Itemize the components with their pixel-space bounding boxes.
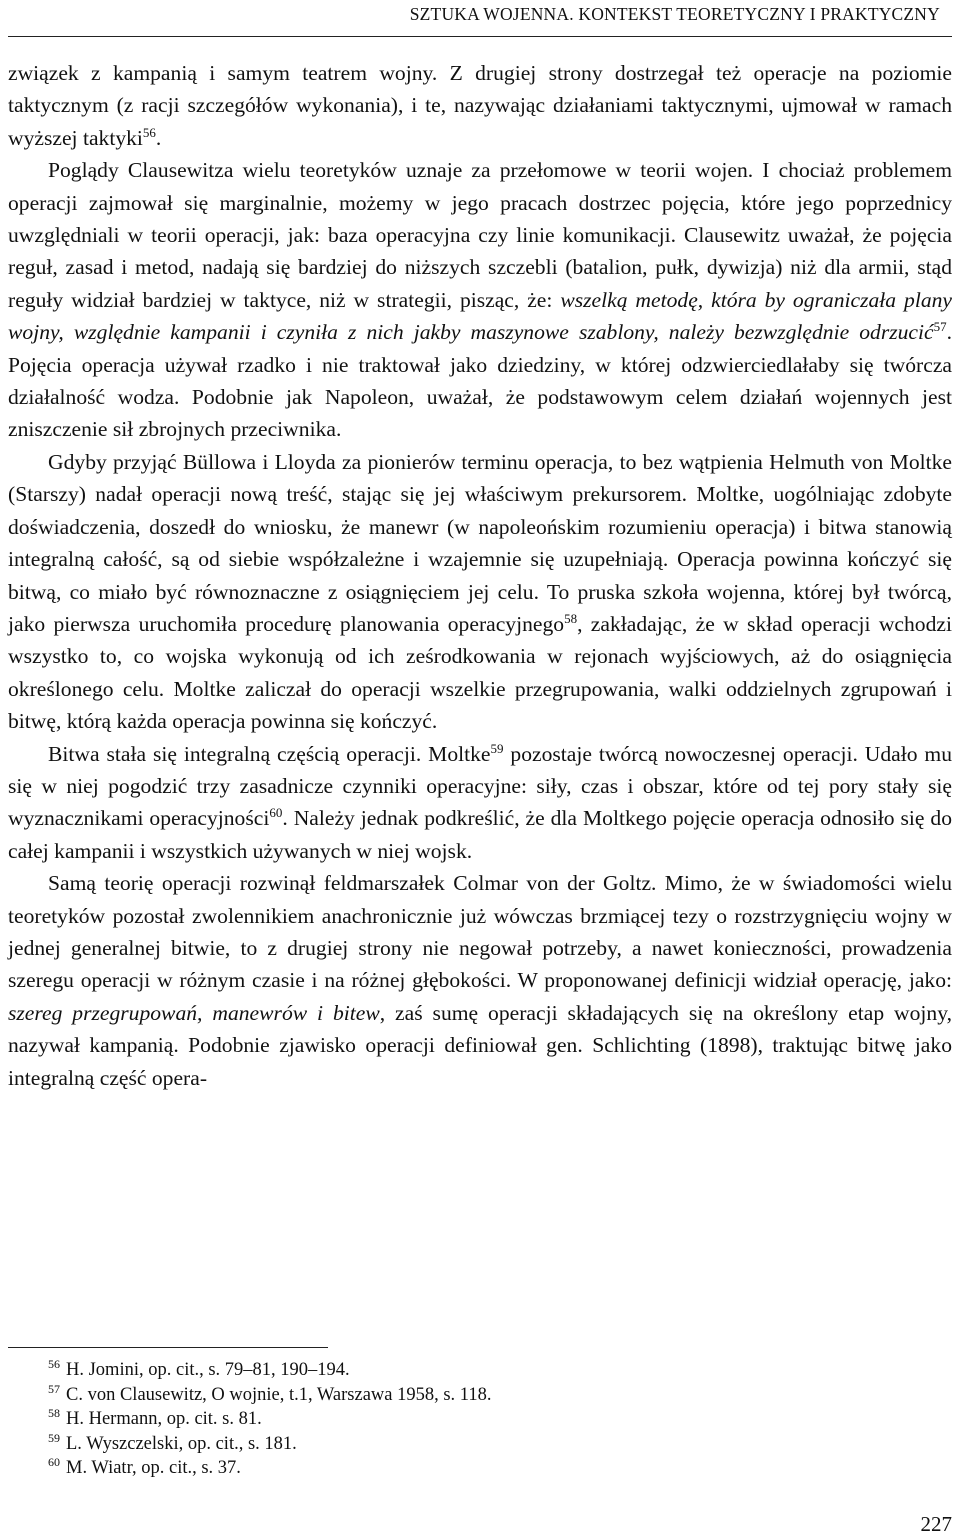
footnote-ref-60[interactable]: 60 <box>269 805 283 821</box>
paragraph-1-end: . <box>155 125 162 150</box>
footnote-ref-56[interactable]: 56 <box>142 124 156 140</box>
footnote-number: 59 <box>48 1430 60 1445</box>
paragraph-2-end: . Pojęcia operacja używał rzadko i nie traktował jako dziedziny, w której odzwierciedlałaby się twórcza działalność wodza. Podobnie jak Napoleon, uważał, że podstawowym celem działań wojennych jest zniszczenie sił zbrojnych przeciwnika. <box>8 320 952 442</box>
paragraph-4-text: Bitwa stała się integralną częścią operacji. Moltke <box>48 741 491 766</box>
footnote-number: 56 <box>48 1357 60 1371</box>
footnote-text: H. Jomini, op. cit., s. 79–81, 190–194. <box>66 1360 350 1380</box>
paragraph-1 <box>8 57 952 154</box>
paragraph-5 <box>8 867 952 1094</box>
footnote-text: L. Wyszczelski, op. cit., s. 181. <box>66 1433 297 1454</box>
paragraph-2-text: Poglądy Clausewitza wielu teoretyków uznaje za przełomowe w teorii wojen. I chociaż problemem operacji zajmował się marginalnie, możemy w jego pracach dostrzec pojęcia, które jego poprzednicy uwzględniali w teorii operacji, jak: baza operacyjna czy linie komunikacji. Clausewitz uważał, że pojęcia reguł, zasad i metod, nadają się bardziej do niższych szczebli (batalion, pułk, dywizja) niż dla armii, stąd reguły widział bardziej w taktyce, niż w strategii, pisząc, że: <box>8 158 952 312</box>
clausewitz-quote: wszelką metodę, która by ograniczała plany wojny, względnie kampanii i czyniła z nich jakby maszynowe szablony, należy bezwzględnie odrzucić <box>8 287 952 345</box>
footnote-number: 60 <box>48 1455 60 1469</box>
paragraph-1-text: związek z kampanią i samym teatrem wojny. Z drugiej strony dostrzegał też operacje na poziomie taktycznym (z racji szczegółów wykonania), i te, nazywając działaniami taktycznymi, ujmował w ramach wyższej taktyki <box>8 61 952 150</box>
paragraph-3-text: Gdyby przyjąć Büllowa i Lloyda za pionierów terminu operacja, to bez wątpienia Helmuth von Moltke (Starszy) nadał operacji nową treść, stając się jej właściwym prekursorem. Moltke, uogólniając zdobyte doświadczenia, doszedł do wniosku, że manewr (w napoleońskim rozumieniu operacja) i bitwa stanowią integralną całość, są od siebie współzależne i wzajemnie się uzupełniają. Operacja powinna kończyć się bitwą, co miało być równoznaczne z osiągnięciem jej celu. To pruska szkoła wojenna, której był twórcą, jako pierwsza uruchomiła procedurę planowania operacyjnego <box>8 449 952 636</box>
footnote-ref-59[interactable]: 59 <box>490 740 504 756</box>
body-text <box>8 57 952 1094</box>
footnote-text: M. Wiatr, op. cit., s. 37. <box>66 1458 241 1478</box>
footnote-item <box>48 1383 492 1408</box>
footnote-number: 58 <box>48 1406 60 1420</box>
footnote-text: C. von Clausewitz, O wojnie, t.1, Warszawa 1958, s. 118. <box>66 1384 492 1405</box>
paragraph-3-end: , zakładając, że w skład operacji wchodzi wszystko to, co wojska wykonują od ich ześrodkowania w rejonach wyjściowych, aż do osiągnięcia określonego celu. Moltke zaliczał do operacji wszelkie przegrupowania, walki oddzielnych zgrupowań i bitwę, którą każda operacja powinna się kończyć. <box>8 611 952 734</box>
footnote-text: H. Hermann, op. cit. s. 81. <box>66 1409 262 1429</box>
paragraph-5-text: Samą teorię operacji rozwinął feldmarszałek Colmar von der Goltz. Mimo, że w świadomości wielu teoretyków pozostał zwolennikiem anachronicznie już wówczas brzmiącej tezy o rozstrzygnięciu wojny w jednej generalnej bitwie, to z drugiej strony nie negował potrzeby, a nawet konieczności, prowadzenia szeregu operacji w różnym czasie i na różnej głębokości. W proponowanej definicji widział operację, jako: <box>8 871 952 993</box>
footnote-rule <box>8 1347 328 1348</box>
paragraph-4-end: . Należy jednak podkreślić, że dla Moltkego pojęcie operacja odnosiło się do całej kampanii i wszystkich używanych w niej wojsk. <box>8 806 953 863</box>
page-number: 227 <box>920 1512 952 1536</box>
paragraph-4 <box>8 738 952 868</box>
paragraph-2 <box>8 154 952 446</box>
footnote-ref-57[interactable]: 57 <box>933 319 947 335</box>
goltz-quote: szereg przegrupowań, manewrów i bitew <box>8 1000 380 1025</box>
paragraph-3 <box>8 446 952 738</box>
header-rule <box>8 36 952 37</box>
footnote-item <box>48 1456 492 1481</box>
paragraph-5-end: , zaś sumę operacji składających się na określony etap wojny, nazywał kampanią. Podobnie zjawisko operacji definiował gen. Schlichting (1898), traktując bitwę jako integralną część opera- <box>8 1000 952 1090</box>
footnote-ref-58[interactable]: 58 <box>564 610 578 626</box>
footnotes <box>48 1358 492 1481</box>
footnote-item <box>48 1358 492 1383</box>
paragraph-4-middle: pozostaje twórcą nowoczesnej operacji. Udało mu się w niej pogodzić trzy zasadnicze czynniki operacyjne: siły, czas i obszar, które od tej pory stały się wyznacznikami operacyjności <box>8 741 953 831</box>
running-header: SZTUKA WOJENNA. KONTEKST TEORETYCZNY I PRAKTYCZNY <box>409 4 940 24</box>
footnote-item <box>48 1432 492 1457</box>
footnote-number: 57 <box>48 1381 60 1396</box>
footnote-item <box>48 1407 492 1432</box>
